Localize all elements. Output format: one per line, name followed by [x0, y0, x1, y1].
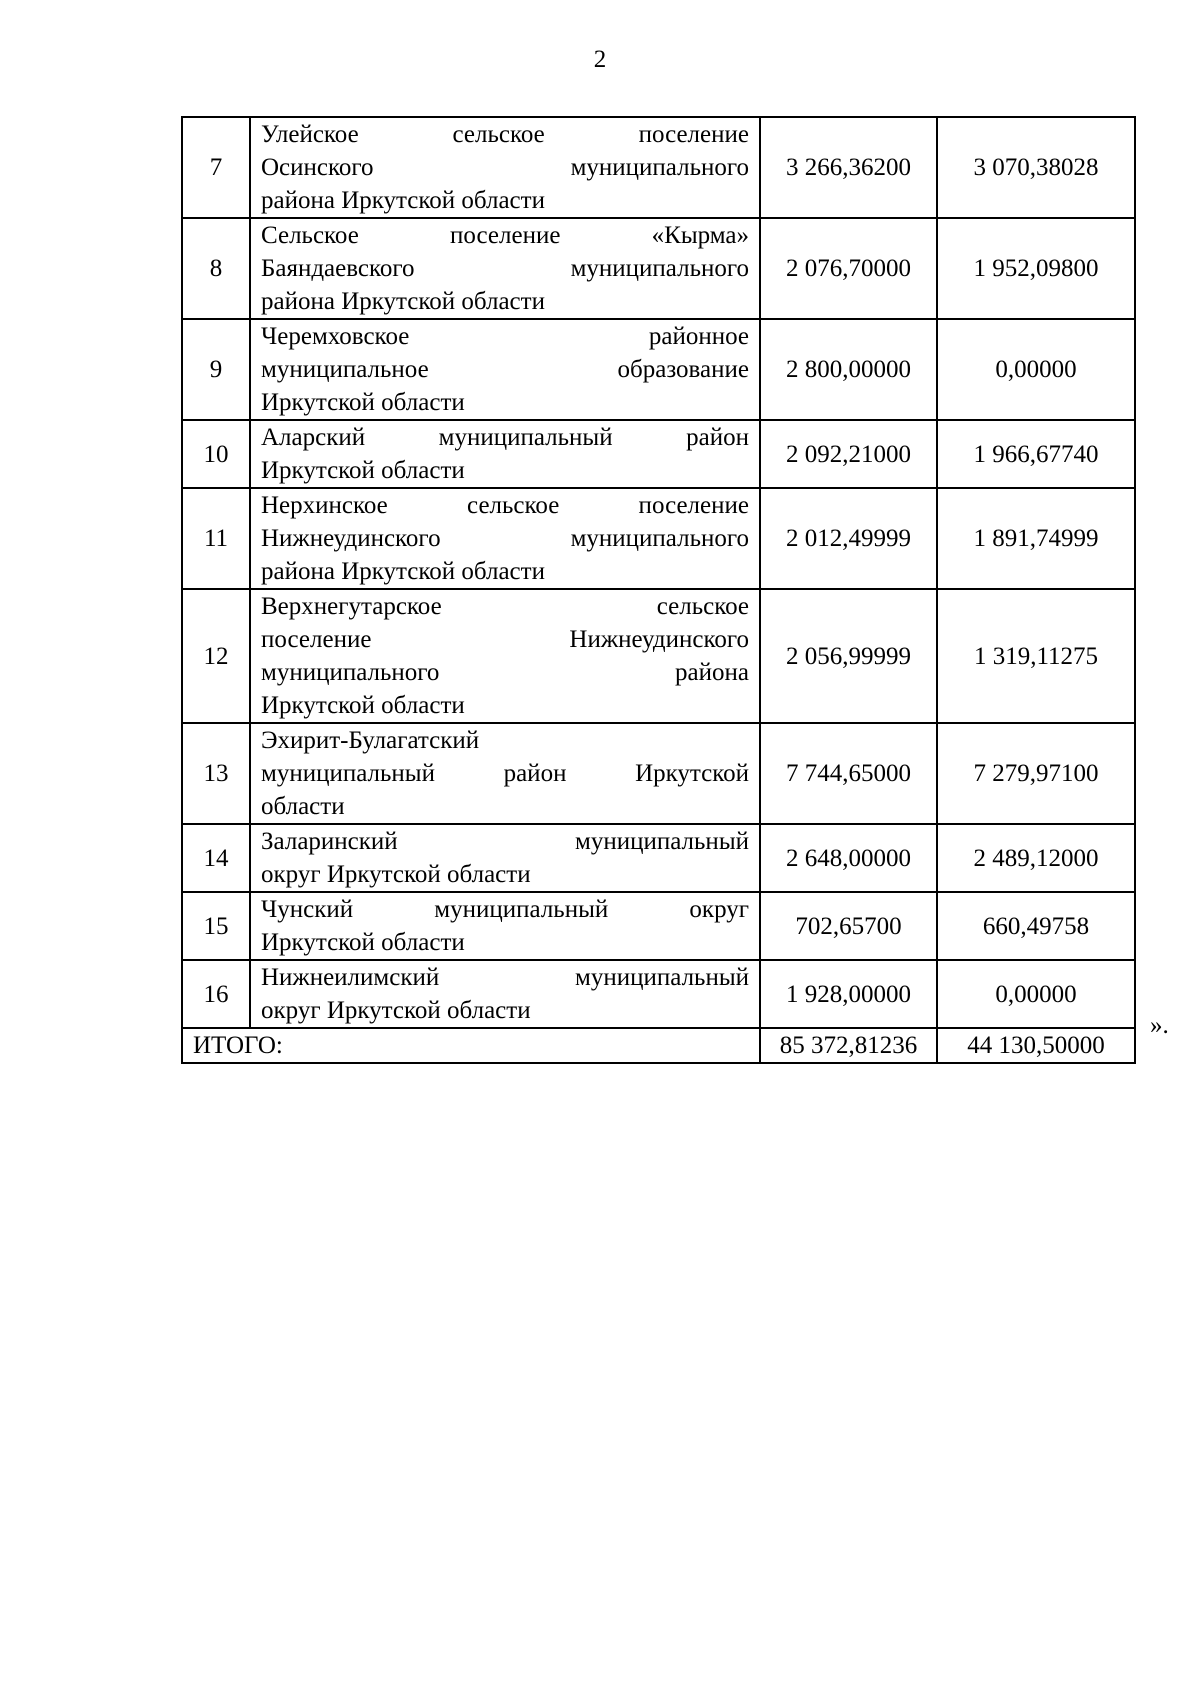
municipality-name — [250, 488, 760, 589]
municipality-name-line: области — [261, 793, 345, 820]
municipality-name — [250, 218, 760, 319]
amount-column-1: 7 744,65000 — [760, 723, 937, 824]
total-amount-2: 44 130,50000 — [937, 1028, 1135, 1063]
municipality-name-line: Иркутской области — [261, 929, 465, 956]
closing-quote: ». — [1150, 1012, 1169, 1039]
municipality-name-line: Черемховское районное — [261, 323, 749, 350]
table-row — [182, 960, 1135, 1028]
amount-column-1: 3 266,36200 — [760, 117, 937, 218]
municipality-name-line: Баяндаевского муниципального — [261, 255, 749, 282]
municipality-name-line: Нижнеудинского муниципального — [261, 525, 749, 552]
municipality-name-line: района Иркутской области — [261, 187, 545, 214]
municipality-name-line: Чунский муниципальный округ — [261, 896, 749, 923]
table-row — [182, 824, 1135, 892]
municipality-name-line: Улейское сельское поселение — [261, 121, 749, 148]
amount-column-2: 1 319,11275 — [937, 589, 1135, 723]
table-row — [182, 589, 1135, 723]
municipality-name-line: Эхирит-Булагатский — [261, 727, 480, 754]
row-number: 8 — [182, 218, 250, 319]
amount-column-1: 2 092,21000 — [760, 420, 937, 488]
table-body — [182, 117, 1135, 1063]
allocation-table — [181, 116, 1136, 1064]
total-amount-1: 85 372,81236 — [760, 1028, 937, 1063]
page-number: 2 — [593, 46, 607, 73]
row-number: 11 — [182, 488, 250, 589]
amount-column-2: 660,49758 — [937, 892, 1135, 960]
municipality-name-line: Иркутской области — [261, 457, 465, 484]
municipality-name-line: округ Иркутской области — [261, 997, 531, 1024]
table-row — [182, 218, 1135, 319]
amount-column-2: 1 891,74999 — [937, 488, 1135, 589]
row-number: 14 — [182, 824, 250, 892]
amount-column-2: 0,00000 — [937, 960, 1135, 1028]
table-row — [182, 319, 1135, 420]
amount-column-1: 2 800,00000 — [760, 319, 937, 420]
row-number: 9 — [182, 319, 250, 420]
municipality-name — [250, 960, 760, 1028]
amount-column-2: 0,00000 — [937, 319, 1135, 420]
amount-column-2: 3 070,38028 — [937, 117, 1135, 218]
municipality-name — [250, 824, 760, 892]
municipality-name — [250, 892, 760, 960]
municipality-name-line: района Иркутской области — [261, 558, 545, 585]
row-number: 7 — [182, 117, 250, 218]
amount-column-2: 1 952,09800 — [937, 218, 1135, 319]
row-number: 15 — [182, 892, 250, 960]
amount-column-1: 1 928,00000 — [760, 960, 937, 1028]
municipality-name-line: поселение Нижнеудинского — [261, 626, 749, 653]
amount-column-1: 2 012,49999 — [760, 488, 937, 589]
amount-column-2: 1 966,67740 — [937, 420, 1135, 488]
municipality-name-line: Сельское поселение «Кырма» — [261, 222, 749, 249]
amount-column-1: 2 056,99999 — [760, 589, 937, 723]
amount-column-2: 2 489,12000 — [937, 824, 1135, 892]
municipality-name-line: Иркутской области — [261, 389, 465, 416]
total-label: ИТОГО: — [182, 1028, 760, 1063]
amount-column-1: 702,65700 — [760, 892, 937, 960]
municipality-name-line: муниципального района — [261, 659, 749, 686]
row-number: 10 — [182, 420, 250, 488]
municipality-name — [250, 589, 760, 723]
row-number: 16 — [182, 960, 250, 1028]
municipality-name — [250, 117, 760, 218]
table-row — [182, 488, 1135, 589]
table-row — [182, 723, 1135, 824]
municipality-name — [250, 420, 760, 488]
municipality-name-line: Верхнегутарское сельское — [261, 593, 749, 620]
municipality-name-line: Заларинский муниципальный — [261, 828, 749, 855]
total-row — [182, 1028, 1135, 1063]
municipality-name-line: муниципальный район Иркутской — [261, 760, 749, 787]
municipality-name-line: округ Иркутской области — [261, 861, 531, 888]
municipality-name — [250, 319, 760, 420]
table-row — [182, 420, 1135, 488]
municipality-name-line: Иркутской области — [261, 692, 465, 719]
municipality-name-line: района Иркутской области — [261, 288, 545, 315]
amount-column-1: 2 648,00000 — [760, 824, 937, 892]
amount-column-1: 2 076,70000 — [760, 218, 937, 319]
municipality-name-line: Аларский муниципальный район — [261, 424, 749, 451]
municipality-name — [250, 723, 760, 824]
municipality-name-line: Нижнеилимский муниципальный — [261, 964, 749, 991]
table-row — [182, 117, 1135, 218]
table-row — [182, 892, 1135, 960]
amount-column-2: 7 279,97100 — [937, 723, 1135, 824]
municipality-name-line: Осинского муниципального — [261, 154, 749, 181]
municipality-name-line: Нерхинское сельское поселение — [261, 492, 749, 519]
municipality-name-line: муниципальное образование — [261, 356, 749, 383]
row-number: 12 — [182, 589, 250, 723]
row-number: 13 — [182, 723, 250, 824]
